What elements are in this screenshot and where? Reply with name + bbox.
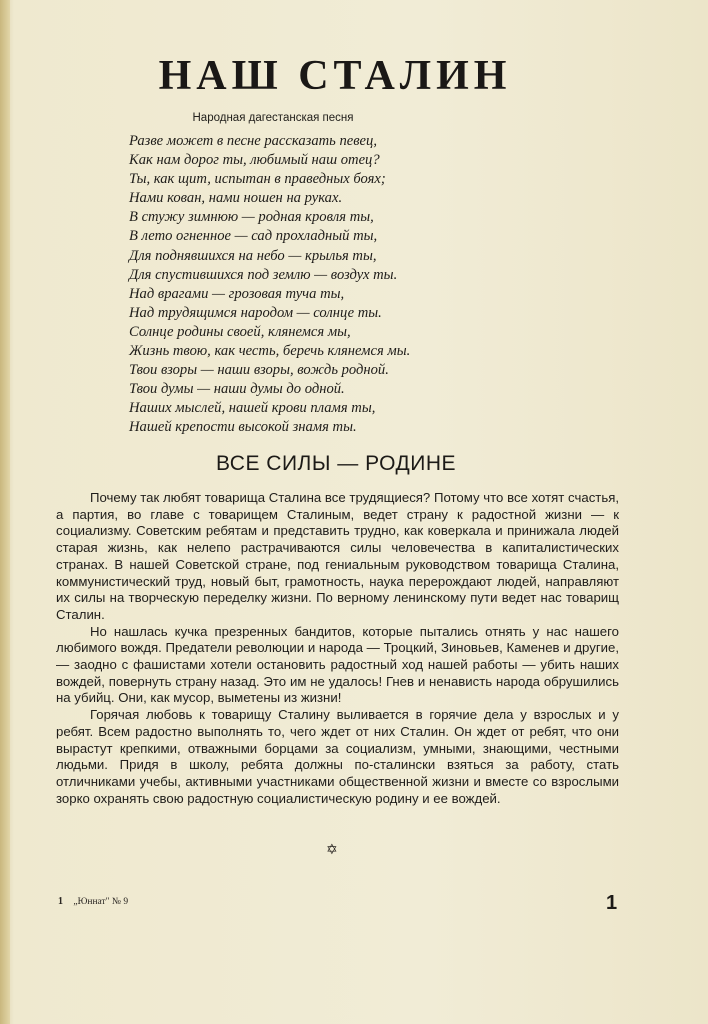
article-paragraph: Но нашлась кучка презренных бандитов, которые пытались отнять у нас нашего любимого вождя. Предатели революции и народа — Троцкий, Зиновьев, Каменев и другие, — заодно с фашистами хотели остановить радостный ход нашей работы — убить наших вождей, повернуть страну назад. Это им не удалось! Гнев и ненависть народа обрушились на убийц. Они, как мусор, выметены из жизни! [56,623,619,706]
poem-subtitle: Народная дагестанская песня [192,112,354,124]
poem-line: Как нам дорог ты, любимый наш отец? [129,152,380,169]
page-edge [0,0,10,1024]
poem-line: Солнце родины своей, клянемся мы, [129,323,351,340]
poem-line: Жизнь твою, как честь, беречь клянемся мы. [129,343,411,360]
poem-line: Нашей крепости высокой знамя ты. [129,419,357,436]
article-body [56,490,619,807]
page-number: 1 [606,892,618,914]
poem-line: Для спустившихся под землю — воздух ты. [129,266,398,283]
poem-line: Наших мыслей, нашей крови пламя ты, [129,400,376,417]
poem-line: Разве может в песне рассказать певец, [129,133,377,149]
page-title: НАШ СТАЛИН [158,53,512,99]
poem-line: В стужу зимнюю — родная кровля ты, [129,209,374,226]
poem-line: Твои думы — наши думы до одной. [129,381,345,398]
poem-line: В лето огненное — сад прохладный ты, [129,228,378,245]
footer-signature [58,896,128,907]
star-separator-icon: ✡ [326,842,338,858]
poem-line: Над врагами — грозовая туча ты, [129,285,345,302]
poem-line: Ты, как щит, испытан в праведных боях; [129,171,386,188]
poem-line: Нами кован, нами ношен на руках. [129,190,343,207]
poem-line: Твои взоры — наши взоры, вождь родной. [129,362,389,379]
poem-line: Для поднявшихся на небо — крылья ты, [129,247,377,264]
article-paragraph: Горячая любовь к товарищу Сталину выливается в горячие дела у взрослых и у ребят. Всем радостно выполнять то, чего ждет от них Сталин. Он ждет от ребят, что они вырастут крепкими, отважными борцами за социализм, умными, знающими, честными людьми. Придя в школу, ребята должны по-сталински взяться за работу, стать отличниками учебы, активными участниками общественной жизни и вместе со взрослыми зорко охранять свою радостную социалистическую родину и ее вождей. [56,707,619,806]
poem [129,132,410,438]
article-paragraph: Почему так любят товарища Сталина все трудящиеся? Потому что все хотят счастья, а партия, во главе с товарищем Сталиным, ведет страну к радостной жизни — к социализму. Советским ребятам и представить трудно, как коверкала и принижала людей старая жизнь, как нелепо растрачиваются силы человечества в капиталистических странах. В нашей Советской стране, под гениальным руководством товарища Сталина, коммунистический труд, новый быт, грамотность, наука перерождают людей, направляют их силы на творческую переделку жизни. По верному ленинскому пути ведет нас товарищ Сталин. [56,490,619,622]
journal-issue: „Юннат" № 9 [73,897,129,907]
signature-number: 1 [58,896,63,907]
article-heading: ВСЕ СИЛЫ — РОДИНЕ [215,452,457,475]
poem-line: Над трудящимся народом — солнце ты. [129,304,382,321]
